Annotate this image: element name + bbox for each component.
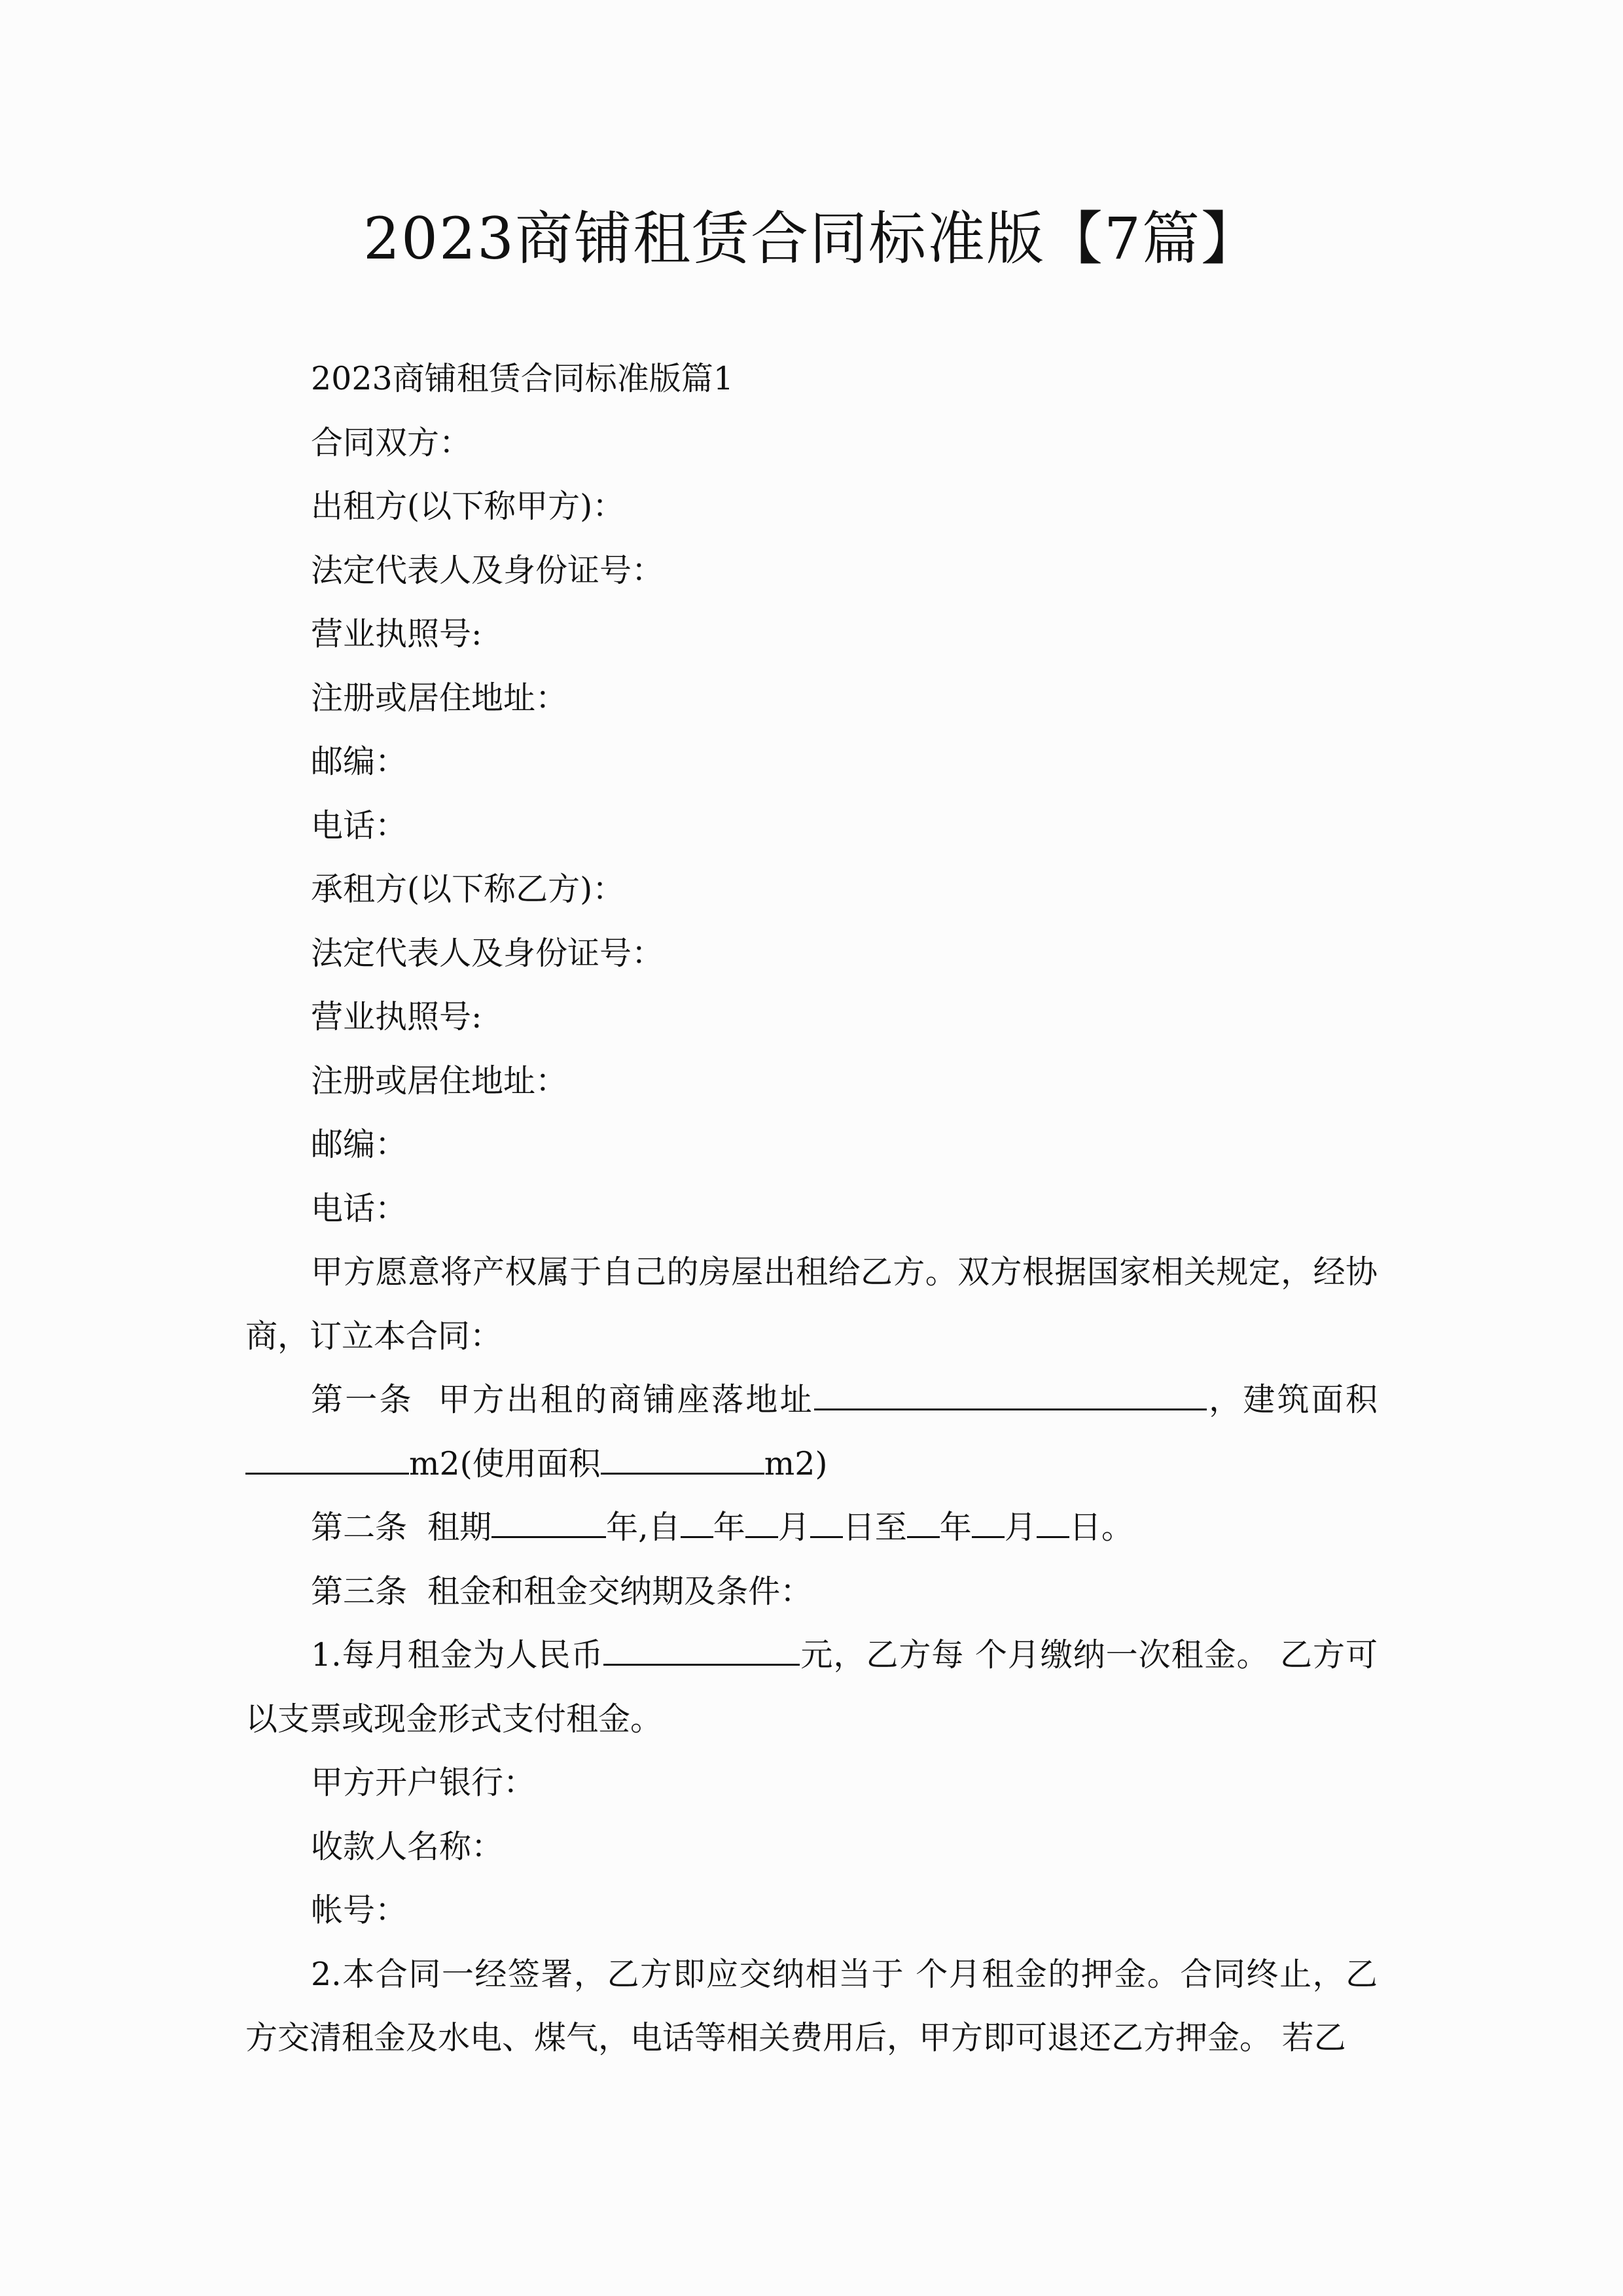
article-2-text-d: 月 [777, 1509, 810, 1546]
document-title: 2023商铺租赁合同标准版【7篇】 [363, 205, 1260, 272]
article-1-text-d: m2) [764, 1444, 828, 1482]
article-2-text-b: 年,自 [606, 1509, 681, 1546]
lessor-legal-rep-field: 法定代表人及身份证号： [311, 551, 664, 589]
start-month-blank [745, 1505, 778, 1538]
article-2-text-g: 月 [1004, 1509, 1037, 1546]
article-1-text-a: 第一条 甲方出租的商铺座落地址 [311, 1381, 814, 1418]
lessor-license-field: 营业执照号: [311, 615, 482, 653]
lessor-postcode-field: 邮编： [311, 743, 408, 780]
lessee-postcode-field: 邮编： [311, 1126, 408, 1163]
lessee-license-field: 营业执照号: [311, 998, 482, 1035]
article-1-text-c: m2(使用面积 [409, 1444, 601, 1482]
lessee-legal-rep-field: 法定代表人及身份证号： [311, 934, 664, 972]
article-1-text-b: ，建筑面积 [1206, 1381, 1378, 1418]
article-3-heading: 第三条 租金和租金交纳期及条件： [311, 1572, 813, 1610]
clause-1-text-a: 1.每月租金为人民币 [311, 1636, 604, 1674]
end-year-blank [907, 1505, 940, 1538]
lessor-phone-field: 电话： [311, 806, 408, 844]
lessee-label: 承租方(以下称乙方)： [311, 870, 625, 908]
usable-area-blank [601, 1442, 764, 1475]
document-body [245, 347, 1378, 2070]
address-blank [814, 1378, 1207, 1410]
article-2-text-a: 第二条 租期 [311, 1509, 492, 1546]
clause-1-text-b: 元，乙方每 个月缴纳一次租金。 乙方可以支票或现金形式支付租金。 [245, 1636, 1378, 1738]
lessor-address-field: 注册或居住地址： [311, 679, 568, 717]
lessor-bank-field: 甲方开户银行： [311, 1764, 536, 1801]
parties-label: 合同双方： [311, 423, 472, 461]
lessee-phone-field: 电话： [311, 1189, 408, 1227]
article-2-paragraph [245, 1496, 1378, 1560]
article-2-text-e: 日至 [842, 1509, 907, 1546]
lessee-address-field: 注册或居住地址： [311, 1062, 568, 1100]
monthly-rent-blank [603, 1633, 800, 1666]
section-heading: 2023商铺租赁合同标准版篇1 [311, 360, 734, 397]
end-month-blank [972, 1505, 1005, 1538]
start-year-blank [681, 1505, 713, 1538]
article-2-text-h: 日。 [1069, 1509, 1133, 1546]
clause-1-paragraph [245, 1623, 1378, 1751]
clause-2-paragraph: 2.本合同一经签署，乙方即应交纳相当于 个月租金的押金。合同终止，乙方交清租金及水电、煤气，电话等相关费用后，甲方即可退还乙方押金。 若乙 [245, 1955, 1378, 2056]
payee-name-field: 收款人名称： [311, 1827, 504, 1865]
start-day-blank [810, 1505, 843, 1538]
term-years-blank [491, 1505, 606, 1538]
article-2-text-c: 年 [713, 1509, 745, 1546]
preamble-paragraph: 甲方愿意将产权属于自己的房屋出租给乙方。双方根据国家相关规定，经协商，订立本合同： [245, 1253, 1378, 1355]
building-area-blank [245, 1442, 409, 1475]
end-day-blank [1037, 1505, 1069, 1538]
article-1-paragraph [245, 1368, 1378, 1496]
account-number-field: 帐号： [311, 1892, 408, 1929]
article-2-text-f: 年 [939, 1509, 972, 1546]
lessor-label: 出租方(以下称甲方)： [311, 488, 625, 525]
